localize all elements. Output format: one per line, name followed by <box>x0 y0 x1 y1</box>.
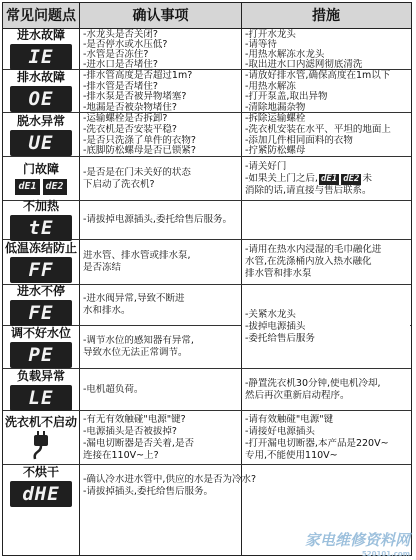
action-cell <box>242 240 410 284</box>
watermark: 家电维修资料网 520101.com <box>304 531 410 558</box>
check-cell <box>80 326 241 368</box>
check-line: 水和排水。 <box>83 305 131 316</box>
fault-code-cell <box>3 113 79 156</box>
action-line: -请有效触碰"电源"键 <box>245 413 334 425</box>
fault-row <box>3 157 411 201</box>
fault-name: 门故障 <box>22 162 59 176</box>
error-code-display: dE1 <box>320 173 338 184</box>
fault-code-cell <box>3 240 79 284</box>
check-line: -是否停水或水压低? <box>83 39 168 49</box>
fault-code-cell <box>3 70 79 112</box>
fault-row <box>3 465 411 507</box>
action-cell <box>242 29 410 69</box>
action-line: -请等待 <box>245 39 277 49</box>
error-code-display: dHE <box>10 481 72 507</box>
fault-name: 进水不停 <box>16 284 65 298</box>
check-cell <box>80 201 410 239</box>
action-line: -请关好门 <box>245 160 287 172</box>
check-line: -运输螺栓是否拆卸? <box>83 113 168 124</box>
check-cell <box>80 369 241 410</box>
error-code-display: PE <box>10 342 72 368</box>
check-line: -水龙头是否关闭? <box>83 29 158 39</box>
table-header <box>3 3 411 29</box>
action-cell <box>242 70 410 112</box>
action-line: -打开泵盖,取出异物 <box>245 91 328 102</box>
header-check: 确认事项 <box>132 8 189 24</box>
action-line: -打开水龙头 <box>245 29 296 39</box>
action-cell <box>242 369 410 410</box>
check-cell <box>80 29 241 69</box>
action-line: -请放好排水管,确保高度在1m以下 <box>245 70 391 81</box>
error-code-display: dE1 <box>15 179 39 195</box>
check-line: -电源插头是否被拔掉? <box>83 425 177 437</box>
check-line: -排水管高度是否超过1m? <box>83 70 193 81</box>
action-line: -拧紧防松螺母 <box>245 145 306 156</box>
check-cell <box>80 465 410 507</box>
check-cell <box>80 240 241 284</box>
check-line: -是否只洗涤了单件的衣物? <box>83 134 196 146</box>
action-line: 然后再次重新启动程序。 <box>245 389 350 401</box>
check-line: -地漏是否被杂物堵住? <box>83 101 177 112</box>
fault-code-cell <box>3 369 79 410</box>
check-line: 进水管、排水管或排水泵, <box>83 250 191 261</box>
fault-row <box>3 29 411 70</box>
check-cell <box>80 70 241 112</box>
fault-code-cell <box>3 326 79 368</box>
error-code-display: FF <box>10 257 72 283</box>
fault-row <box>3 411 411 465</box>
action-cell <box>242 113 410 156</box>
fault-code-cell <box>3 285 79 325</box>
check-line: -请拔掉电源插头,委托给售后服务。 <box>83 214 232 225</box>
check-cell <box>80 411 241 464</box>
check-cell <box>80 157 241 200</box>
check-line: -请拔掉插头,委托给售后服务。 <box>83 486 213 497</box>
action-line: -打开漏电切断器,本产品是220V~ <box>245 437 389 449</box>
action-line: -关紧水龙头 <box>245 309 296 320</box>
action-text: -如果关上门之后, <box>245 172 318 184</box>
action-text: 未 <box>362 172 372 184</box>
fault-name: 排水故障 <box>16 70 65 84</box>
action-line: 排水管和排水泵 <box>245 268 312 279</box>
fault-code-cell <box>3 29 79 69</box>
fault-code-cell <box>3 411 79 464</box>
action-line: -请用在热水内浸湿的毛巾融化进 <box>245 244 382 255</box>
error-code-display: tE <box>10 215 72 241</box>
action-line: -用热水解冻水龙头 <box>245 49 325 59</box>
check-line: -调节水位的感知器有异常, <box>83 335 194 346</box>
action-line: -拔掉电源插头 <box>245 321 306 332</box>
fault-code-cell <box>3 157 79 200</box>
action-cell <box>242 157 410 200</box>
error-code-display: dE2 <box>343 173 360 184</box>
action-line: -委托给售后服务 <box>245 333 315 344</box>
error-code-display: FE <box>10 300 72 326</box>
check-line: -进水阀异常,导致不断进 <box>83 293 185 304</box>
action-line: -添加几件相同面料的衣物 <box>245 134 353 146</box>
action-line: -静置洗衣机30分钟,使电机冷却, <box>245 377 381 389</box>
fault-name: 洗衣机不启动 <box>4 414 77 429</box>
check-line: -洗衣机是否安装平稳? <box>83 123 177 135</box>
action-line: 专用,不能使用110V~ <box>245 449 338 461</box>
fault-row <box>3 240 411 285</box>
check-line: -有无有效触碰"电源"键? <box>83 413 186 425</box>
check-line: -排水管是否堵住? <box>83 80 158 91</box>
error-code-display: LE <box>10 385 72 411</box>
fault-name: 调不好水位 <box>10 326 71 340</box>
fault-row <box>3 70 411 113</box>
action-cell <box>242 411 410 464</box>
shared-action-cell <box>242 286 410 368</box>
check-line: -底脚防松螺母是否已锁紧? <box>83 145 196 156</box>
check-cell <box>80 113 241 156</box>
check-line: 导致水位无法正常调节。 <box>83 347 188 358</box>
action-line: -用热水解冻 <box>245 80 296 91</box>
header-fault: 常见问题点 <box>6 8 76 24</box>
check-line: 连接在110V~上? <box>83 449 159 461</box>
action-line <box>245 173 407 185</box>
fault-name: 不烘干 <box>22 465 59 479</box>
check-line: -漏电切断器是否关着,是否 <box>83 437 194 449</box>
fault-name: 不加热 <box>22 199 59 213</box>
fault-name: 低温冻结防止 <box>4 241 77 255</box>
check-line: -确认冷水进水管中,供应的水是否为冷水? <box>83 474 256 485</box>
check-line: 是否冻结 <box>83 262 122 273</box>
check-line: 下启动了洗衣机? <box>83 178 155 190</box>
check-line: -水管是否冻住? <box>83 49 149 59</box>
check-line: -电机超负荷。 <box>83 383 144 395</box>
action-line: 水管,在洗涤桶内放入热水融化 <box>245 256 372 267</box>
fault-row <box>3 201 411 240</box>
check-line: -进水口是否堵住? <box>83 59 158 69</box>
fault-name: 负载异常 <box>16 368 65 383</box>
action-line: 消除的话,请直接与售后联系。 <box>245 184 372 196</box>
header-action: 措施 <box>312 8 340 24</box>
error-code-display: IE <box>10 44 72 70</box>
action-line: -取出进水口内滤网彻底清洗 <box>245 59 363 69</box>
fault-row <box>3 113 411 157</box>
error-code-display: OE <box>10 86 72 112</box>
check-line: -是否是在门未关好的状态 <box>83 166 191 178</box>
troubleshooting-table <box>2 2 412 556</box>
action-line: -清除地漏杂物 <box>245 101 306 112</box>
fault-name: 进水故障 <box>16 28 65 42</box>
fault-name: 脱水异常 <box>16 113 65 128</box>
action-line: -请接好电源插头 <box>245 425 315 437</box>
fault-code-cell <box>3 201 79 239</box>
fault-row <box>3 369 411 411</box>
fault-code-cell <box>3 465 79 507</box>
power-plug-icon <box>29 431 53 461</box>
action-line: -洗衣机安装在水平、平坦的地面上 <box>245 123 391 135</box>
error-code-display: UE <box>10 130 72 156</box>
action-line: -拆除运输螺栓 <box>245 113 306 124</box>
check-line: -排水泵是否被异物堵塞? <box>83 91 187 102</box>
check-cell <box>80 285 241 325</box>
error-code-display: dE2 <box>43 179 67 195</box>
